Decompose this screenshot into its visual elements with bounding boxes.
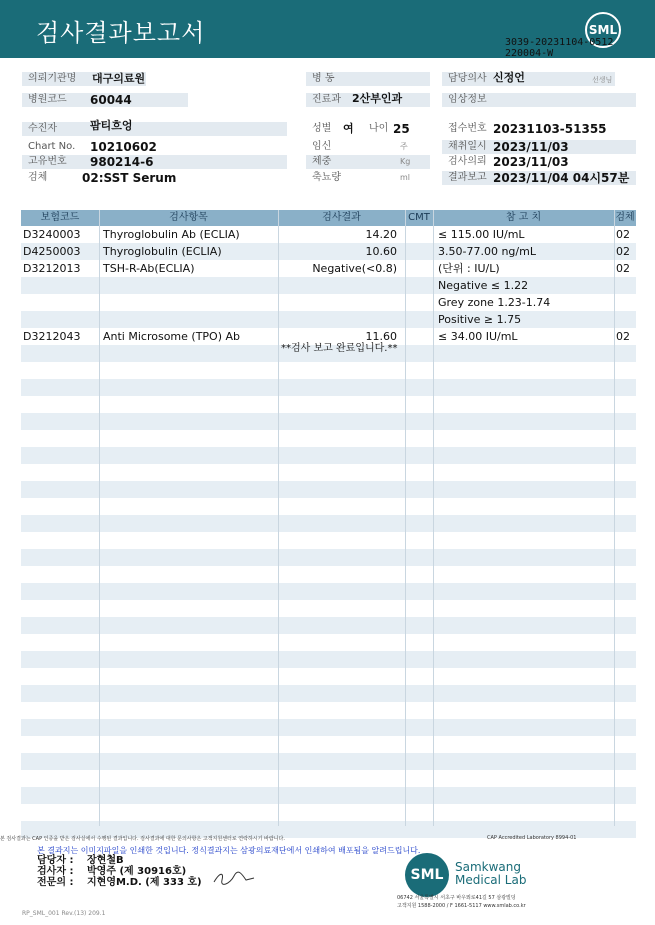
cell-result: Negative(<0.8) [312,262,397,275]
table-stripe [21,685,636,702]
column-divider [99,210,100,826]
specimen-value: 02:SST Serum [82,171,177,185]
cell-reference: ≤ 34.00 IU/mL [438,330,518,343]
doctor-suffix: 선생님 [592,76,613,84]
sml-logo-icon: SML [585,12,621,48]
table-stripe [21,617,636,634]
cell-result: 14.20 [365,228,397,241]
cell-reference: Grey zone 1.23-1.74 [438,296,551,309]
chart-no-value: 10210602 [90,140,157,154]
reported-value: 2023/11/04 04시57분 [493,171,630,185]
hospital-code-label: 병원코드 [22,93,188,107]
cell-reference: 3.50-77.00 ng/mL [438,245,536,258]
document-number: 3039-20231104-0512 220004-W [505,37,614,59]
header-item: 검사항목 [169,212,208,223]
collected-label: 채취일시 [442,140,636,154]
dept-label: 진료과 [306,93,430,107]
company-name: Samkwang Medical Lab [455,860,527,887]
table-stripe [21,753,636,770]
form-revision: RP_SML_001 Rev.(13) 209.1 [22,910,106,917]
cell-specimen: 02 [616,228,630,241]
samkwang-logo-icon: SML [405,853,449,897]
header-code: 보험코드 [40,212,80,223]
institution-label: 의뢰기관명 [22,72,146,86]
header-reference: 참 고 치 [505,212,542,223]
dept-value: 2산부인과 [352,92,403,105]
table-stripe [21,583,636,600]
cell-reference: Positive ≥ 1.75 [438,313,522,326]
specimen-label: 검체 [28,172,48,183]
column-divider [405,210,406,826]
table-stripe [21,481,636,498]
reporter-value: 장현철B [87,855,124,866]
ward-label: 병 동 [306,72,430,86]
table-stripe [21,549,636,566]
image-print-note: 본 결과지는 이미지파일을 인쇄한 것입니다. 정식결과지는 삼광의료재단에서 인쇄하여 배포됨을 알려드립니다. [37,846,421,855]
sex-value: 여 [343,122,354,135]
company-address: 06742 서울특별시 서초구 바우뫼로41길 57 삼광빌딩 고객지원 1588-2000 / F 1661-5117 www.smlab.co.kr [397,895,526,909]
cell-specimen: 02 [616,330,630,343]
header-result: 검사결과 [322,212,361,223]
table-stripe [21,277,636,294]
age-label: 나이 [369,123,389,134]
patient-value: 팜티흐엉 [90,119,133,132]
cell-reference: (단위 : IU/L) [438,262,500,275]
column-divider [614,210,615,826]
cap-accreditation: CAP Accredited Laboratory 8994-01 [487,835,577,841]
chart-no-label: Chart No. [28,141,76,152]
cell-item: Thyroglobulin Ab (ECLIA) [103,228,240,241]
receipt-no-value: 20231103-51355 [493,122,607,136]
pregnancy-label: 임신 [312,141,332,152]
doctor-value: 신정언 [493,71,525,84]
cell-code: D4250003 [23,245,81,258]
table-stripe [21,447,636,464]
urine-unit: ml [400,173,411,182]
reporter-label: 담당자 : [37,855,74,866]
institution-value: 대구의료원 [92,72,146,85]
specialist-label: 전문의 : [37,877,74,888]
cell-code: D3212043 [23,330,81,343]
cell-result: 10.60 [365,245,397,258]
urine-label: 축뇨량 [312,172,341,183]
table-stripe [21,379,636,396]
header-specimen: 검체 [615,212,635,223]
table-header [21,210,636,226]
weight-label: 체중 [306,155,430,169]
clinical-label: 임상정보 [442,93,636,107]
hospital-code-value: 60044 [90,93,132,107]
cell-specimen: 02 [616,262,630,275]
specialist-value: 지현영M.D. (제 333 호) [87,877,202,888]
table-stripe [21,413,636,430]
table-stripe [21,719,636,736]
table-stripe [21,311,636,328]
cell-item: TSH-R-Ab(ECLIA) [103,262,195,275]
cell-item: Thyroglobulin (ECLIA) [103,245,222,258]
id-no-value: 980214-6 [90,155,154,169]
checker-value: 박영주 (제 30916호) [87,866,187,877]
requested-value: 2023/11/03 [493,155,569,169]
signature-icon [212,868,256,886]
table-stripe [21,515,636,532]
header-cmt: CMT [408,212,430,223]
column-divider [433,210,434,826]
sex-label: 성별 [312,123,332,134]
table-stripe [21,651,636,668]
receipt-no-label: 접수번호 [448,123,487,134]
end-note: **검사 보고 완료입니다.** [281,343,398,354]
cell-specimen: 02 [616,245,630,258]
report-title: 검사결과보고서 [36,19,206,47]
footer-notice: 본 검사결과는 CAP 인증을 받은 검사실에서 수행된 결과입니다. 검사결과에 대한 문의사항은 고객지원센터로 연락하시기 바랍니다. [0,836,285,842]
age-value: 25 [393,122,410,136]
cell-reference: ≤ 115.00 IU/mL [438,228,525,241]
column-divider [278,210,279,826]
reported-label: 결과보고 [442,171,636,185]
collected-value: 2023/11/03 [493,140,569,154]
cell-code: D3240003 [23,228,81,241]
table-stripe [21,787,636,804]
pregnancy-unit: 주 [400,142,408,151]
cell-result: 11.60 [365,330,397,343]
doctor-label: 담당의사 [442,72,615,86]
requested-label: 검사의뢰 [448,156,487,167]
id-no-label: 고유번호 [22,155,287,169]
checker-label: 검사자 : [37,866,74,877]
patient-label: 수진자 [22,122,287,136]
cell-reference: Negative ≤ 1.22 [438,279,529,292]
cell-code: D3212013 [23,262,81,275]
weight-unit: Kg [400,157,411,166]
cell-item: Anti Microsome (TPO) Ab [103,330,241,343]
